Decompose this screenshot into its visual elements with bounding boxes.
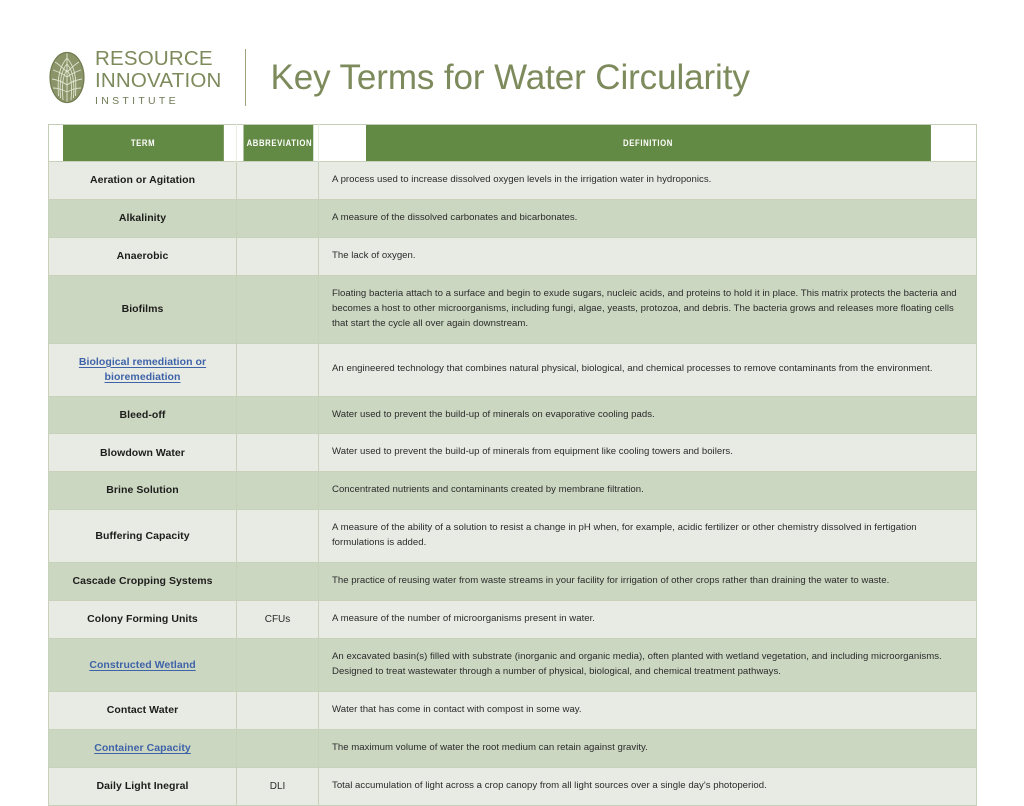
cell-abbreviation (237, 162, 319, 200)
cell-definition: A process used to increase dissolved oxygen levels in the irrigation water in hydroponics. (319, 162, 977, 200)
cell-term[interactable] (49, 343, 237, 396)
cell-term: Aeration or Agitation (49, 162, 237, 200)
cell-definition: An engineered technology that combines natural physical, biological, and chemical processes to remove contaminants from the environment. (319, 343, 977, 396)
cell-abbreviation (237, 639, 319, 692)
cell-definition: A measure of the number of microorganisms present in water. (319, 601, 977, 639)
table-row (49, 768, 977, 806)
cell-abbreviation (237, 396, 319, 434)
cell-term: Contact Water (49, 692, 237, 730)
cell-abbreviation (237, 510, 319, 563)
term-link[interactable]: Biological remediation or bioremediation (78, 355, 207, 383)
term-link[interactable]: Constructed Wetland (89, 658, 196, 671)
brand-line-innovation: INNOVATION (95, 69, 222, 93)
cell-term: Brine Solution (49, 472, 237, 510)
cell-definition: An excavated basin(s) filled with substrate (inorganic and organic media), often planted with wetland vegetation, and including microorganisms. Designed to treat wastewater through a number of physical, biological, and chemical treatment pathways. (319, 639, 977, 692)
cell-definition: Floating bacteria attach to a surface and begin to exude sugars, nucleic acids, and proteins to hold it in place. This matrix protects the bacteria and becomes a host to other microorganisms, including fungi, algae, yeasts, protozoa, and debris. The bacteria grows and releases more floating cells that start the cycle all over again downstream. (319, 275, 977, 343)
page-title: Key Terms for Water Circularity (270, 57, 750, 97)
table-row (49, 692, 977, 730)
table-row (49, 730, 977, 768)
cell-abbreviation (237, 275, 319, 343)
table-row (49, 343, 977, 396)
cell-term: Bleed-off (49, 396, 237, 434)
cell-term: Alkalinity (49, 199, 237, 237)
cell-definition: The maximum volume of water the root medium can retain against gravity. (319, 730, 977, 768)
cell-term: Anaerobic (49, 237, 237, 275)
brand-line-institute: INSTITUTE (95, 95, 179, 108)
cell-term[interactable] (49, 730, 237, 768)
cell-abbreviation (237, 199, 319, 237)
brand-wordmark (95, 47, 222, 107)
table-row (49, 237, 977, 275)
cell-term[interactable] (49, 639, 237, 692)
cell-abbreviation (237, 692, 319, 730)
brand-lockup (48, 46, 750, 108)
cell-definition: Concentrated nutrients and contaminants created by membrane filtration. (319, 472, 977, 510)
brand-divider (245, 49, 246, 106)
document-header (48, 44, 750, 110)
cell-definition: Total accumulation of light across a crop canopy from all light sources over a single day's photoperiod. (319, 768, 977, 806)
key-terms-table (48, 124, 977, 806)
cell-definition: The practice of reusing water from waste streams in your facility for irrigation of other crops rather than draining the water to waste. (319, 563, 977, 601)
cell-definition: The lack of oxygen. (319, 237, 977, 275)
cell-term: Daily Light Inegral (49, 768, 237, 806)
cell-abbreviation: DLI (237, 768, 319, 806)
cell-term: Colony Forming Units (49, 601, 237, 639)
cell-term: Biofilms (49, 275, 237, 343)
leaf-seed-icon (48, 50, 86, 105)
cell-definition: A measure of the ability of a solution to resist a change in pH when, for example, acidic fertilizer or other chemistry dissolved in fertigation formulations is added. (319, 510, 977, 563)
cell-term: Blowdown Water (49, 434, 237, 472)
cell-abbreviation (237, 472, 319, 510)
term-link[interactable]: Container Capacity (94, 742, 191, 755)
cell-term: Buffering Capacity (49, 510, 237, 563)
cell-abbreviation (237, 563, 319, 601)
cell-definition: Water used to prevent the build-up of minerals from equipment like cooling towers and boilers. (319, 434, 977, 472)
table-row (49, 434, 977, 472)
brand-line-resource: RESOURCE (95, 47, 213, 71)
cell-abbreviation (237, 730, 319, 768)
key-terms-table-container (48, 124, 976, 806)
table-body (49, 162, 977, 806)
table-row (49, 162, 977, 200)
cell-abbreviation (237, 343, 319, 396)
table-row (49, 472, 977, 510)
cell-definition: A measure of the dissolved carbonates and bicarbonates. (319, 199, 977, 237)
table-row (49, 639, 977, 692)
table-header-row (49, 125, 977, 162)
table-row (49, 601, 977, 639)
table-row (49, 396, 977, 434)
column-header-abbreviation: ABBREVIATION (242, 125, 313, 162)
cell-abbreviation (237, 434, 319, 472)
column-header-definition: DEFINITION (365, 125, 931, 162)
cell-abbreviation: CFUs (237, 601, 319, 639)
table-row (49, 275, 977, 343)
cell-abbreviation (237, 237, 319, 275)
cell-term: Cascade Cropping Systems (49, 563, 237, 601)
table-header (49, 125, 977, 162)
table-row (49, 199, 977, 237)
table-row (49, 563, 977, 601)
cell-definition: Water that has come in contact with compost in some way. (319, 692, 977, 730)
column-header-term: TERM (62, 125, 224, 162)
table-row (49, 510, 977, 563)
cell-definition: Water used to prevent the build-up of minerals on evaporative cooling pads. (319, 396, 977, 434)
